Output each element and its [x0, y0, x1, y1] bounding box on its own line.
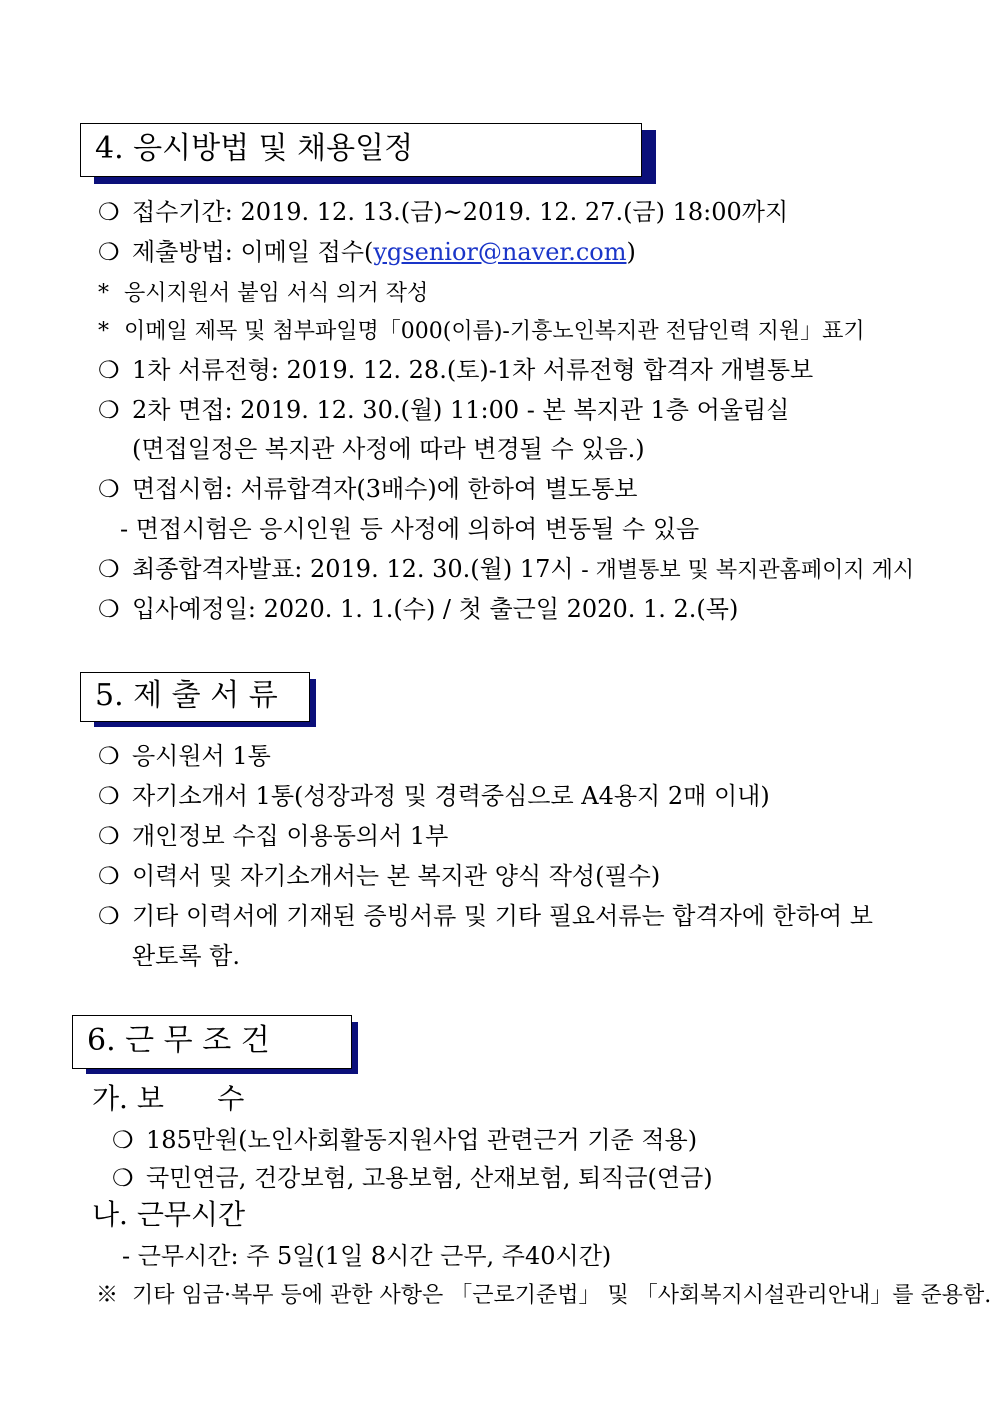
circle-bullet-icon: ❍: [112, 1164, 134, 1192]
section-6-title: 6. 근 무 조 건: [72, 1015, 352, 1069]
list-item-detail: - 근무시간: 주 5일(1일 8시간 근무, 주40시간): [122, 1242, 612, 1270]
circle-bullet-icon: ❍: [98, 742, 120, 770]
list-item: ❍ 최종합격자발표: 2019. 12. 30.(월) 17시 - 개별통보 및 복지관홈페이지 게시: [98, 555, 915, 583]
list-item: ❍ 자기소개서 1통(성장과정 및 경력중심으로 A4용지 2매 이내): [98, 782, 770, 810]
list-item: ❍ 개인정보 수집 이용동의서 1부: [98, 822, 449, 850]
list-item-continuation: (면접일정은 복지관 사정에 따라 변경될 수 있음.): [132, 435, 645, 463]
list-item: ❍ 입사예정일: 2020. 1. 1.(수) / 첫 출근일 2020. 1. 2.(목): [98, 595, 739, 623]
subheading-hours: 나. 근무시간: [92, 1198, 246, 1231]
circle-bullet-icon: ❍: [98, 555, 120, 583]
circle-bullet-icon: ❍: [112, 1126, 134, 1154]
circle-bullet-icon: ❍: [98, 238, 120, 266]
circle-bullet-icon: ❍: [98, 822, 120, 850]
circle-bullet-icon: ❍: [98, 475, 120, 503]
circle-bullet-icon: ❍: [98, 862, 120, 890]
circle-bullet-icon: ❍: [98, 902, 120, 930]
list-item: ❍ 제출방법: 이메일 접수(ygsenior@naver.com): [98, 238, 636, 266]
list-item: ❍ 이력서 및 자기소개서는 본 복지관 양식 작성(필수): [98, 862, 661, 890]
email-link[interactable]: ygsenior@naver.com: [373, 238, 627, 266]
list-note: * 응시지원서 붙임 서식 의거 작성: [98, 281, 429, 306]
subheading-salary: 가. 보 수: [92, 1082, 245, 1115]
list-item-detail: - 면접시험은 응시인원 등 사정에 의하여 변동될 수 있음: [120, 515, 700, 543]
list-item: ❍ 국민연금, 건강보험, 고용보험, 산재보험, 퇴직금(연금): [112, 1164, 713, 1192]
circle-bullet-icon: ❍: [98, 396, 120, 424]
circle-bullet-icon: ❍: [98, 356, 120, 384]
section-5-title: 5. 제 출 서 류: [80, 672, 310, 722]
footnote: ※ 기타 임금·복무 등에 관한 사항은 「근로기준법」 및 「사회복지시설관리안내」를 준용함.: [96, 1283, 992, 1308]
list-item: ❍ 2차 면접: 2019. 12. 30.(월) 11:00 - 본 복지관 1층 어울림실: [98, 396, 790, 424]
list-item-continuation: 완토록 함.: [132, 942, 240, 970]
asterisk-icon: *: [98, 281, 109, 306]
circle-bullet-icon: ❍: [98, 595, 120, 623]
list-note: * 이메일 제목 및 첨부파일명「000(이름)-기흥노인복지관 전담인력 지원」표기: [98, 319, 865, 344]
section-4-title: 4. 응시방법 및 채용일정: [80, 123, 642, 177]
list-item: ❍ 접수기간: 2019. 12. 13.(금)~2019. 12. 27.(금) 18:00까지: [98, 198, 789, 226]
asterisk-icon: *: [98, 319, 109, 344]
list-item: ❍ 응시원서 1통: [98, 742, 271, 770]
list-item: ❍ 기타 이력서에 기재된 증빙서류 및 기타 필요서류는 합격자에 한하여 보: [98, 902, 873, 930]
list-item: ❍ 185만원(노인사회활동지원사업 관련근거 기준 적용): [112, 1126, 698, 1154]
circle-bullet-icon: ❍: [98, 782, 120, 810]
list-item: ❍ 1차 서류전형: 2019. 12. 28.(토)-1차 서류전형 합격자 개별통보: [98, 356, 814, 384]
list-item: ❍ 면접시험: 서류합격자(3배수)에 한하여 별도통보: [98, 475, 638, 503]
circle-bullet-icon: ❍: [98, 198, 120, 226]
